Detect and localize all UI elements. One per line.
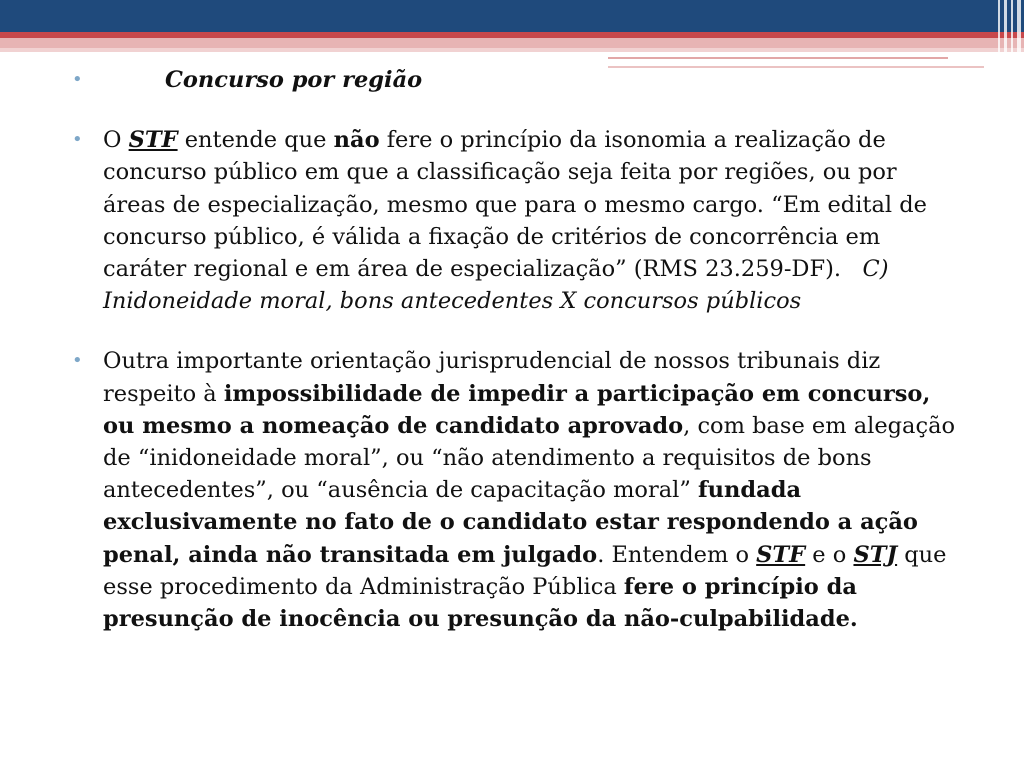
header-light-pink-band: [0, 48, 1024, 52]
section-heading-c: C) Inidoneidade moral, bons antecedentes X concursos públicos: [103, 256, 889, 315]
bullet-icon: •: [72, 69, 83, 90]
paragraph-moral-suitability: [72, 345, 962, 635]
paragraph-regional-contest: [72, 124, 962, 317]
stf-reference: STF: [128, 127, 178, 154]
text-run: entende que: [177, 127, 334, 154]
bold-run: fere o princípio da presunção de inocência ou presunção da não-culpabilidade.: [103, 573, 858, 633]
emphasis-nao: não: [333, 127, 380, 154]
bullet-icon: •: [72, 129, 83, 151]
slide-body: [72, 64, 962, 635]
stf-reference: STF: [756, 541, 806, 568]
slide-heading: Concurso por região: [165, 67, 423, 93]
header-pink-band: [0, 38, 1024, 48]
bullet-icon: •: [72, 350, 83, 372]
stj-reference: STJ: [853, 541, 898, 568]
header-navy-band: [0, 0, 1024, 32]
text-run: O: [103, 127, 129, 154]
text-run: e o: [805, 541, 854, 568]
text-run: , com base em alegação de “inidoneidade moral”, ou “não atendimento a requisitos de bons antecedentes”, ou “ausência de capacitação moral”: [103, 412, 956, 504]
text-run: que esse procedimento da Administração Pública: [103, 541, 947, 600]
bold-run: fundada exclusivamente no fato de o candidato estar respondendo a ação penal, ainda não transitada em julgado: [103, 477, 918, 568]
title-bar-decoration: [0, 0, 1024, 70]
text-run: . Entendem o: [597, 541, 757, 568]
bold-run: impossibilidade de impedir a participação em concurso, ou mesmo a nomeação de candidato aprovado: [103, 380, 931, 439]
text-run: fere o princípio da isonomia a realização de concurso público em que a classificação seja feita por regiões, ou por áreas de especialização, mesmo que para o mesmo cargo. “Em edital de concurso público, é válida a fixação de critérios de concorrência em caráter regional e em área de especialização” (RMS 23.259-DF).: [103, 127, 927, 283]
text-run: Outra importante orientação jurisprudencial de nossos tribunais diz respeito à: [103, 348, 881, 407]
header-vertical-stripes: [992, 0, 1024, 70]
header-thin-line: [608, 57, 948, 59]
heading-bullet: [72, 64, 962, 96]
